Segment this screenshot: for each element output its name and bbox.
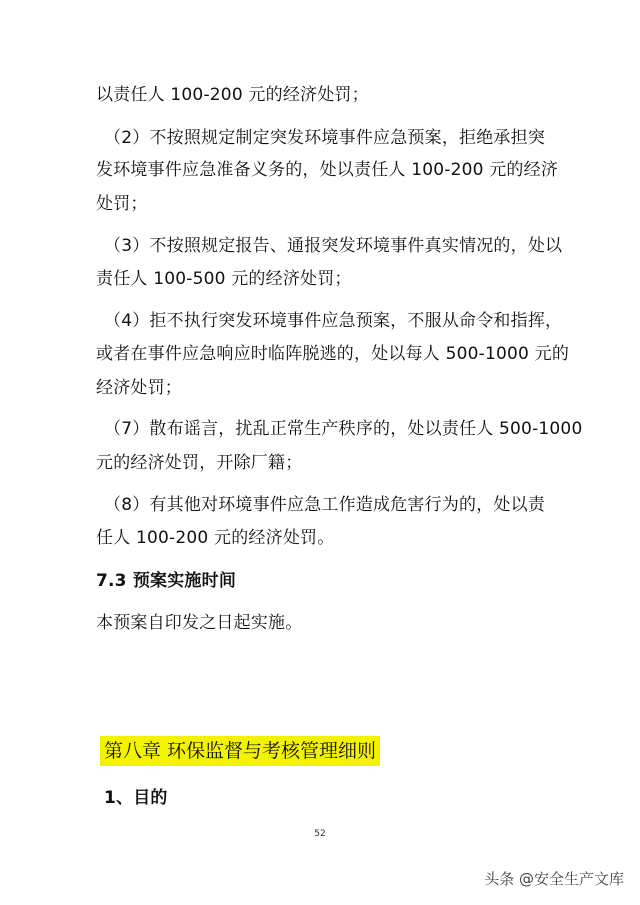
paragraph-line: 责任人 100-500 元的经济处罚； — [96, 269, 352, 289]
paragraph-line: （4）拒不执行突发环境事件应急预案，不服从命令和指挥， — [104, 311, 563, 331]
watermark: 头条 @安全生产文库 — [484, 870, 624, 888]
paragraph-line: 或者在事件应急响应时临阵脱逃的，处以每人 500-1000 元的 — [96, 344, 570, 364]
chapter-heading: 第八章 环保监督与考核管理细则 — [100, 736, 380, 766]
paragraph-line: （7）散布谣言，扰乱正常生产秩序的，处以责任人 500-1000 — [104, 419, 583, 439]
paragraph-line: 处罚； — [96, 194, 148, 214]
paragraph-line: （8）有其他对环境事件应急工作造成危害行为的，处以责 — [104, 495, 546, 515]
paragraph-line: 任人 100-200 元的经济处罚。 — [96, 528, 335, 548]
section-body: 本预案自印发之日起实施。 — [96, 613, 303, 633]
section-title: 7.3 预案实施时间 — [96, 571, 237, 591]
paragraph-line: （2）不按照规定制定突发环境事件应急预案，拒绝承担突 — [104, 128, 546, 148]
page-number: 52 — [314, 829, 326, 839]
paragraph-line: 经济处罚； — [96, 378, 182, 398]
paragraph-line: （3）不按照规定报告、通报突发环境事件真实情况的，处以 — [104, 236, 563, 256]
paragraph-line: 元的经济处罚，开除厂籍； — [96, 453, 303, 473]
subsection-title: 1、目的 — [104, 788, 168, 808]
paragraph-line: 发环境事件应急准备义务的，处以责任人 100-200 元的经济 — [96, 160, 559, 180]
paragraph-line: 以责任人 100-200 元的经济处罚； — [96, 85, 369, 105]
